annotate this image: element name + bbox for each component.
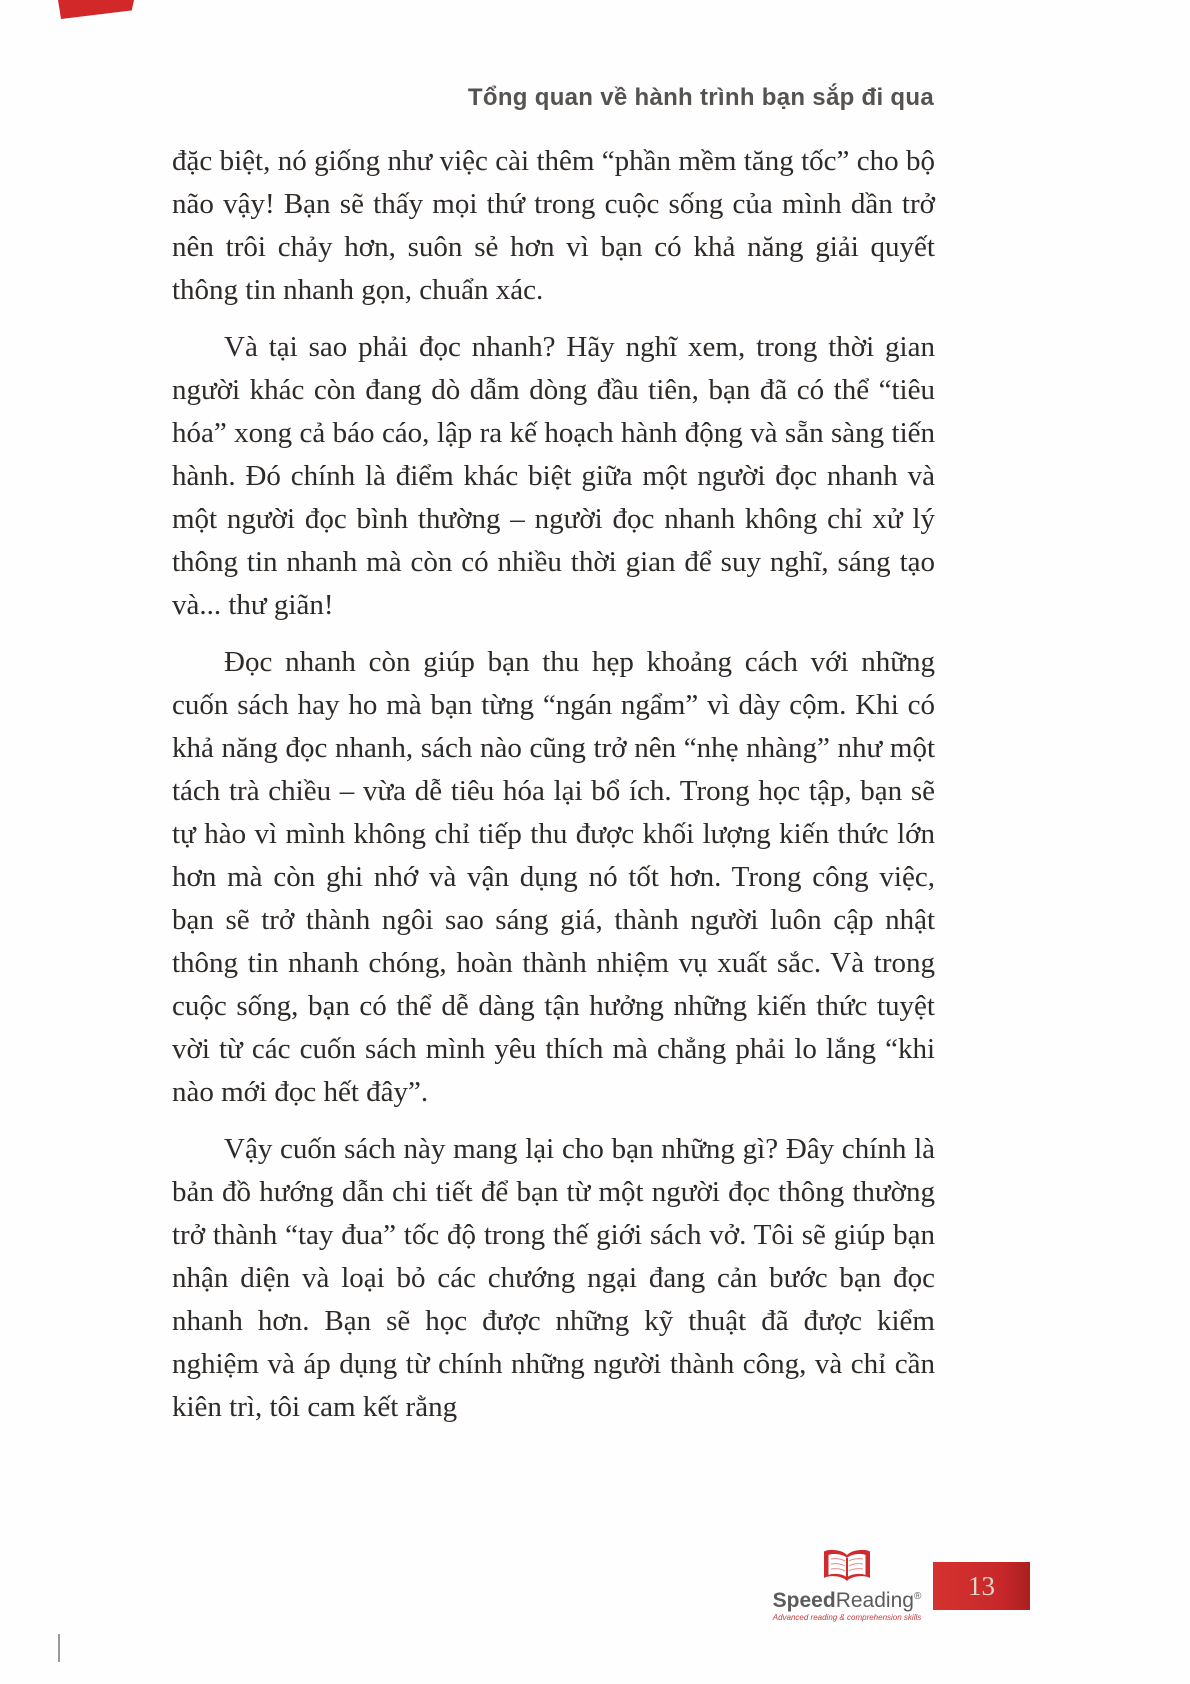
logo-word-speed: Speed	[772, 1589, 836, 1612]
paragraph-3: Đọc nhanh còn giúp bạn thu hẹp khoảng cách với những cuốn sách hay ho mà bạn từng “ngán ngẩm” vì dày cộm. Khi có khả năng đọc nhanh, sách nào cũng trở nên “nhẹ nhàng” như một tách trà chiều – vừa dễ tiêu hóa lại bổ ích. Trong học tập, bạn sẽ tự hào vì mình không chỉ tiếp thu được khối lượng kiến thức lớn hơn mà còn ghi nhớ và vận dụng nó tốt hơn. Trong công việc, bạn sẽ trở thành ngôi sao sáng giá, thành người luôn cập nhật thông tin nhanh chóng, hoàn thành nhiệm vụ xuất sắc. Và trong cuộc sống, bạn có thể dễ dàng tận hưởng những kiến thức tuyệt vời từ các cuốn sách mình yêu thích mà chẳng phải lo lắng “khi nào mới đọc hết đây”.	[172, 646, 935, 1108]
page-body	[172, 140, 935, 1443]
paragraph-4: Vậy cuốn sách này mang lại cho bạn những gì? Đây chính là bản đồ hướng dẫn chi tiết để bạn từ một người đọc thông thường trở thành “tay đua” tốc độ trong thế giới sách vở. Tôi sẽ giúp bạn nhận diện và loại bỏ các chướng ngại đang cản bước bạn đọc nhanh hơn. Bạn sẽ học được những kỹ thuật đã được kiểm nghiệm và áp dụng từ chính những người thành công, và chỉ cần kiên trì, tôi cam kết rằng	[172, 1133, 935, 1423]
logo-tagline: Advanced reading & comprehension skills	[772, 1613, 922, 1622]
page-number-badge	[933, 1562, 1030, 1610]
paragraph-2: Và tại sao phải đọc nhanh? Hãy nghĩ xem, trong thời gian người khác còn đang dò dẫm dòng đầu tiên, bạn đã có thể “tiêu hóa” xong cả báo cáo, lập ra kế hoạch hành động và sẵn sàng tiến hành. Đó chính là điểm khác biệt giữa một người đọc nhanh và một người đọc bình thường – người đọc nhanh không chỉ xử lý thông tin nhanh mà còn có nhiều thời gian để suy nghĩ, sáng tạo và... thư giãn!	[172, 331, 935, 621]
logo-word-reading: Reading	[835, 1589, 914, 1612]
registered-mark: ®	[913, 1591, 922, 1602]
red-corner-mark	[58, 0, 134, 19]
running-header: Tổng quan về hành trình bạn sắp đi qua	[467, 84, 934, 111]
page-number: 13	[968, 1570, 995, 1601]
open-book-icon	[821, 1548, 873, 1584]
speedreading-logo	[772, 1548, 922, 1622]
scan-artifact-line	[58, 1634, 60, 1662]
paragraph-1: đặc biệt, nó giống như việc cài thêm “phần mềm tăng tốc” cho bộ não vậy! Bạn sẽ thấy mọi thứ trong cuộc sống của mình dần trở nên trôi chảy hơn, suôn sẻ hơn vì bạn có khả năng giải quyết thông tin nhanh gọn, chuẩn xác.	[172, 145, 935, 306]
logo-wordmark	[772, 1586, 922, 1612]
